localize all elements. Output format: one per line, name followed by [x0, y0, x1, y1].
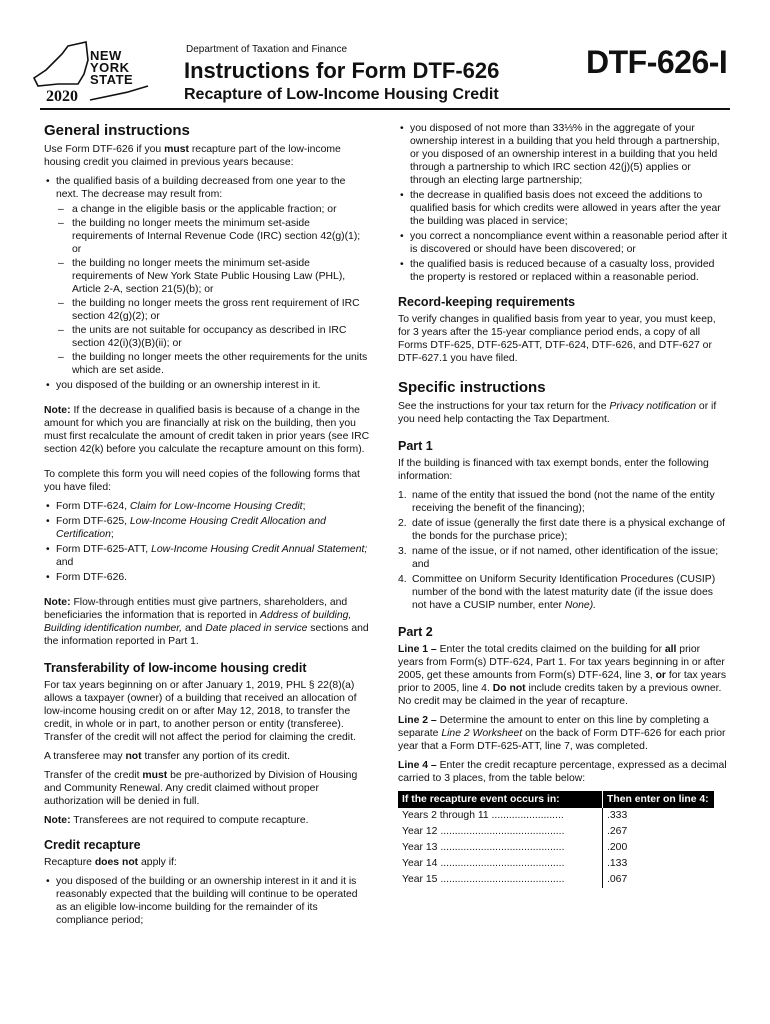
left-column — [44, 122, 370, 933]
text: the qualified basis of a building decreased from one year to the next. The decrease may result from: — [56, 176, 346, 200]
line1-instructions — [398, 643, 728, 708]
form-title: Low-Income Housing Credit Annual Statement; — [151, 544, 368, 555]
text: prior years from Form(s) DTF-624, Part 1. For tax years beginning in or after 2005, get these amounts from Form(s) DTF-624, line 3, — [398, 644, 725, 681]
item-number: 1. — [398, 490, 407, 501]
list-item: – the building no longer meets the minimum set-aside requirements of Internal Revenue Code (IRC) section 42(g)(1); or — [44, 217, 370, 256]
recordkeeping-text: To verify changes in qualified basis from year to year, you must keep, for 3 years after the 15-year compliance period ends, a copy of all Forms DTF-625, DTF-625-ATT, DTF-624, DTF-626, and DTF-627 or DTF-627.1 you have filed. — [398, 314, 716, 364]
table-header-cell: Then enter on line 4: — [603, 791, 715, 808]
text: and — [56, 557, 74, 568]
table-cell: .067 — [607, 874, 628, 885]
text: Form DTF-625, — [56, 516, 130, 527]
table-row — [398, 856, 714, 872]
reasons-list — [44, 175, 370, 392]
header-divider — [40, 108, 730, 110]
text: on the back of Form DTF-626 for each prior year that a Form DTF-625-ATT, line 7, was completed. — [398, 728, 726, 752]
transfer-p1: For tax years beginning on or after January 1, 2019, PHL § 22(8)(a) allows a taxpayer (owner) of a building that received an allocation of low-income housing credit on or after May 12, 2018, to transfer the credit, in whole or in part, to another person or entity (transferee). Transfer of the credit will not affect the period for claiming the credit. — [44, 680, 357, 743]
text: A transferee may — [44, 751, 126, 762]
line4-instructions — [398, 759, 728, 785]
table-cell: Years 2 through 11 ......................... — [398, 808, 603, 824]
list-item: – a change in the eligible basis or the applicable fraction; or — [44, 203, 370, 216]
text: Transferees are not required to compute recapture. — [70, 815, 309, 826]
emphasis: must — [142, 770, 168, 781]
text: name of the entity that issued the bond (not the name of the entity receiving the benefit of the financing); — [412, 490, 715, 514]
table-cell: .133 — [607, 858, 628, 869]
item-number: 4. — [398, 574, 407, 585]
text: Committee on Uniform Security Identification Procedures (CUSIP) number of the bond with the latest maturity date (if the issue does not have a CUSIP number, enter — [412, 574, 716, 611]
emphasis: or — [655, 670, 666, 681]
text: transfer any portion of its credit. — [141, 751, 291, 762]
text: Flow-through entities must give partners, shareholders, and beneficiaries the information that is reported in — [44, 597, 348, 621]
emphasis: must — [164, 144, 189, 155]
table-cell: Year 15 ........................................... — [398, 872, 603, 888]
text: Form DTF-624, — [56, 501, 130, 512]
credit-recapture-heading: Credit recapture — [44, 838, 141, 852]
causes-list — [44, 203, 370, 377]
recapture-exceptions-list-cont — [398, 122, 728, 284]
form-title: Claim for Low-Income Housing Credit — [129, 501, 303, 512]
right-column — [398, 122, 728, 888]
part2-heading: Part 2 — [398, 625, 433, 639]
recapture-table — [398, 791, 714, 888]
item-number: 3. — [398, 546, 407, 557]
forms-list — [44, 500, 370, 584]
table-cell: .267 — [607, 826, 628, 837]
logo-text: NEW YORK STATE — [90, 48, 134, 87]
list-item — [398, 489, 728, 515]
part1-intro: If the building is financed with tax exempt bonds, enter the following information: — [398, 458, 709, 482]
page-title: Instructions for Form DTF-626 — [184, 58, 500, 83]
text: apply if: — [138, 857, 177, 868]
text: sections and the information reported in Part 1. — [44, 623, 369, 647]
general-heading: General instructions — [44, 122, 190, 139]
list-item: – the units are not suitable for occupancy as described in IRC section 42(i)(3)(B)(ii); or — [44, 324, 370, 350]
emphasis: all — [664, 644, 677, 655]
note-label: Note: — [44, 597, 71, 608]
note-at-risk — [44, 404, 370, 456]
note-label: Note: — [44, 405, 71, 416]
note-flow-through — [44, 596, 370, 648]
table-cell: .200 — [607, 842, 628, 853]
emphasis: Date placed in service — [205, 623, 308, 634]
specific-text — [398, 400, 728, 426]
table-cell: Year 14 ........................................... — [398, 856, 603, 872]
transfer-p3 — [44, 769, 370, 808]
line2-instructions — [398, 714, 728, 753]
emphasis: does not — [94, 857, 139, 868]
text: Form DTF-626. — [56, 572, 128, 583]
recapture-exceptions-list — [44, 875, 370, 927]
emphasis: None). — [564, 600, 597, 611]
text: ; — [110, 529, 114, 540]
text: and — [182, 623, 206, 634]
list-item — [398, 517, 728, 543]
text: If the decrease in qualified basis is because of a change in the amount for which you are financially at risk on the building, then you must first recalculate the amount of credit taken in prior years (see IRC section 42(k) before you calculate the recapture amount on this form). — [44, 405, 370, 455]
recordkeeping-heading: Record-keeping requirements — [398, 295, 576, 309]
emphasis: Address of building, Building identification number, — [44, 610, 352, 634]
list-item — [44, 175, 370, 377]
list-item: • you disposed of the building or an ownership interest in it. — [44, 379, 370, 392]
list-item: – the building no longer meets the minimum set-aside requirements of New York State Public Housing Law (PHL), Article 2-A, section 21(5)(b); or — [44, 257, 370, 296]
emphasis: not — [125, 751, 142, 762]
text: be pre-authorized by Division of Housing and Community Renewal. Any credit claimed without proper authorization will be denied in full. — [44, 770, 358, 807]
text: Form DTF-625-ATT, — [56, 544, 152, 555]
text: date of issue (generally the first date there is a physical exchange of the bonds for the purchase price); — [412, 518, 726, 542]
list-item: – the building no longer meets the gross rent requirement of IRC section 42(g)(2); or — [44, 297, 370, 323]
emphasis: Line 2 Worksheet — [441, 728, 523, 739]
table-row — [398, 840, 714, 856]
department-name: Department of Taxation and Finance — [186, 44, 348, 55]
line-label: Line 1 – — [398, 644, 437, 655]
list-item: • the decrease in qualified basis does not exceed the additions to qualified basis for which credits were allowed in years after the year the building was placed in service; — [398, 189, 728, 228]
form-year: 2020 — [46, 88, 78, 105]
general-intro — [44, 143, 370, 169]
part1-list — [398, 489, 728, 612]
table-row — [398, 824, 714, 840]
text: Transfer of the credit — [44, 770, 143, 781]
specific-heading: Specific instructions — [398, 379, 546, 396]
table-cell: .333 — [607, 810, 628, 821]
part1-heading: Part 1 — [398, 439, 433, 453]
text: See the instructions for your tax return for the — [398, 401, 610, 412]
emphasis: Do not — [492, 683, 526, 694]
nys-logo — [28, 40, 158, 112]
list-item: – the building no longer meets the other requirements for the units which are set aside. — [44, 351, 370, 377]
list-item — [398, 545, 728, 571]
text: include credits taken by a previous owner. No credit may be claimed in the year of recapture. — [398, 683, 722, 707]
list-item — [398, 573, 728, 612]
list-item: • you disposed of not more than 33⅓% in the aggregate of your ownership interest in a building that you held through a partnership, or you disposed of an ownership interest in a building that you held through a partnership to which IRC section 42(j)(5) applies or through an electing large partnership; — [398, 122, 728, 187]
copies-intro: To complete this form you will need copies of the following forms that you have filed: — [44, 469, 360, 493]
text: Enter the total credits claimed on the building for — [436, 644, 665, 655]
text: Enter the credit recapture percentage, expressed as a decimal carried to 3 places, from the table below: — [398, 760, 727, 784]
list-item: • you disposed of the building or an ownership interest in it and it is reasonably expected that the building will continue to be operated as an eligible low-income building for the remainder of its compliance period; — [44, 875, 370, 927]
table-cell: Year 13 ........................................... — [398, 840, 603, 856]
page-subtitle: Recapture of Low-Income Housing Credit — [184, 86, 499, 103]
transfer-heading: Transferability of low-income housing credit — [44, 661, 307, 675]
text: Determine the amount to enter on this line by completing a separate — [398, 715, 709, 739]
form-title: Low-Income Housing Credit Allocation and Certification — [56, 516, 326, 540]
line-label: Line 2 – — [398, 715, 437, 726]
text: or if you need help contacting the Tax Department. — [398, 401, 717, 425]
emphasis: Privacy notification — [609, 401, 697, 412]
text: name of the issue, or if not named, other identification of the issue; and — [412, 546, 719, 570]
text: for tax years prior to 2005, line 4. — [398, 670, 727, 694]
form-number: DTF-626-I — [586, 44, 728, 80]
transfer-note — [44, 814, 370, 827]
recapture-intro — [44, 856, 370, 869]
item-number: 2. — [398, 518, 407, 529]
list-item — [44, 515, 370, 541]
text: ; — [302, 501, 306, 512]
list-item — [44, 500, 370, 513]
table-cell: Year 12 ........................................... — [398, 824, 603, 840]
text: Use Form DTF-626 if you — [44, 144, 165, 155]
list-item: • the qualified basis is reduced because of a casualty loss, provided the property is restored or replaced within a reasonable period. — [398, 258, 728, 284]
table-header-row — [398, 791, 714, 808]
text: recapture part of the low-income housing credit you claimed in previous years because: — [44, 144, 341, 168]
line-label: Line 4 – — [398, 760, 437, 771]
list-item — [44, 543, 370, 569]
transfer-p2 — [44, 750, 370, 763]
note-label: Note: — [44, 815, 71, 826]
list-item — [44, 571, 370, 584]
table-row — [398, 872, 714, 888]
table-header-cell: If the recapture event occurs in: — [398, 791, 603, 808]
text: Recapture — [44, 857, 95, 868]
table-row — [398, 808, 714, 824]
list-item: • you correct a noncompliance event within a reasonable period after it is discovered or should have been discovered; or — [398, 230, 728, 256]
